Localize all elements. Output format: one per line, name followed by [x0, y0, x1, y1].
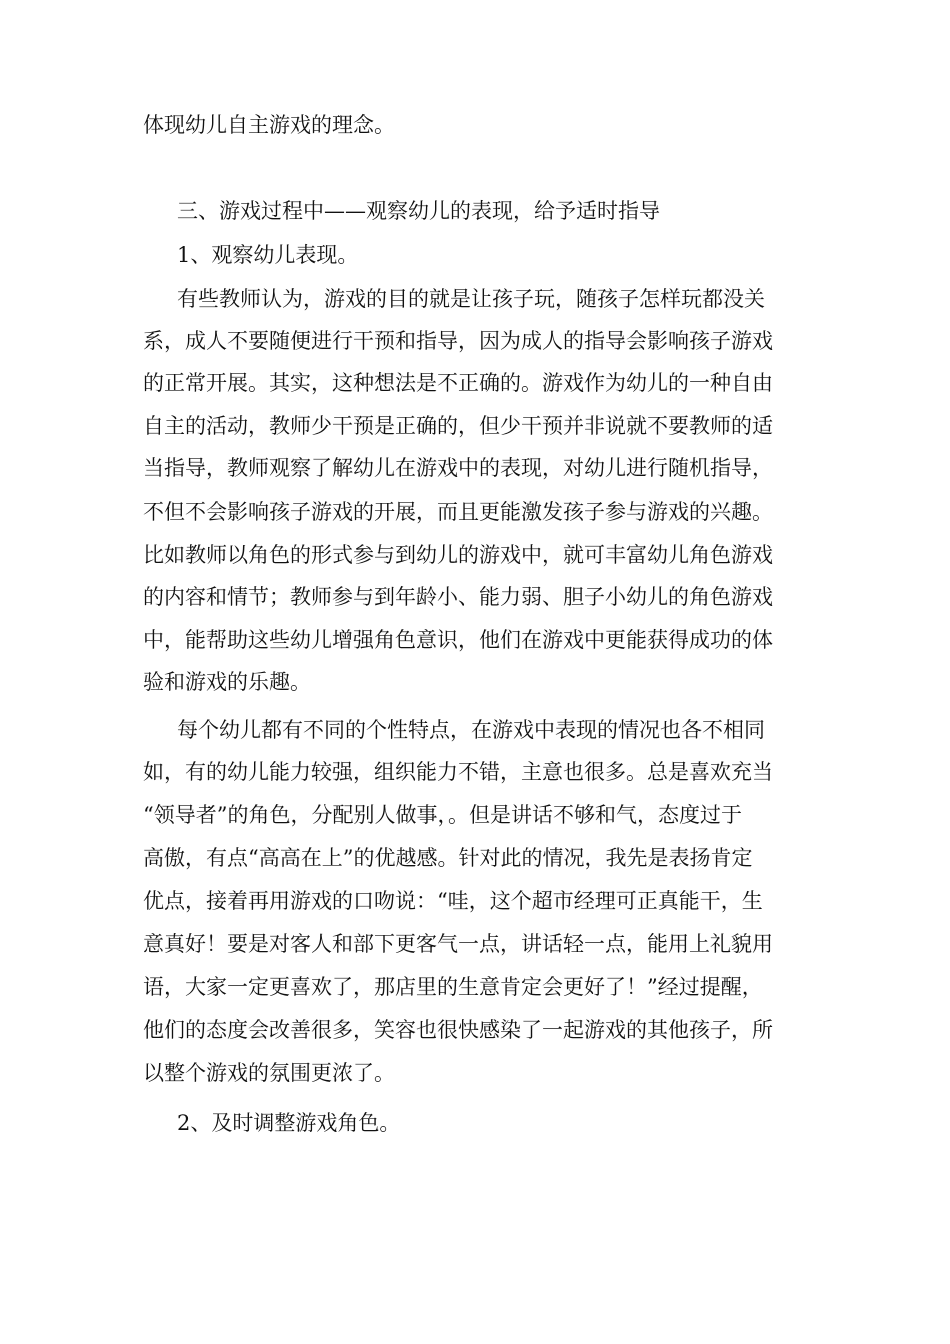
paragraph-line: 系，成人不要随便进行干预和指导，因为成人的指导会影响孩子游戏: [143, 329, 773, 353]
paragraph-line: 如，有的幼儿能力较强，组织能力不错，主意也很多。总是喜欢充当: [143, 760, 773, 784]
paragraph-line: 优点，接着再用游戏的口吻说：“哇，这个超市经理可正真能干，生: [143, 889, 763, 913]
paragraph-line: 他们的态度会改善很多，笑容也很快感染了一起游戏的其他孩子，所: [143, 1018, 773, 1042]
paragraph-line: 有些教师认为，游戏的目的就是让孩子玩，随孩子怎样玩都没关: [177, 287, 765, 311]
paragraph-line: 每个幼儿都有不同的个性特点，在游戏中表现的情况也各不相同: [177, 718, 765, 742]
paragraph-line: 当指导，教师观察了解幼儿在游戏中的表现，对幼儿进行随机指导，: [143, 456, 773, 480]
paragraph-line: 高傲，有点“高高在上”的优越感。针对此的情况，我先是表扬肯定: [143, 846, 753, 870]
paragraph-line: 比如教师以角色的形式参与到幼儿的游戏中，就可丰富幼儿角色游戏: [143, 543, 773, 567]
paragraph-line: 意真好！要是对客人和部下更客气一点，讲话轻一点，能用上礼貌用: [143, 932, 773, 956]
paragraph-line: 以整个游戏的氛围更浓了。: [143, 1061, 395, 1085]
paragraph-line: 语，大家一定更喜欢了，那店里的生意肯定会更好了！”经过提醒，: [143, 975, 763, 999]
subsection-heading: 2、及时调整游戏角色。: [177, 1111, 401, 1135]
paragraph-line: “领导者”的角色，分配别人做事，。但是讲话不够和气，态度过于: [143, 803, 742, 827]
paragraph-line: 的内容和情节；教师参与到年龄小、能力弱、胆子小幼儿的角色游戏: [143, 585, 773, 609]
paragraph-line: 的正常开展。其实，这种想法是不正确的。游戏作为幼儿的一种自由: [143, 371, 773, 395]
paragraph-line: 中，能帮助这些幼儿增强角色意识，他们在游戏中更能获得成功的体: [143, 628, 773, 652]
paragraph-line: 体现幼儿自主游戏的理念。: [143, 113, 395, 137]
paragraph-line: 不但不会影响孩子游戏的开展，而且更能激发孩子参与游戏的兴趣。: [143, 500, 773, 524]
section-heading: 三、游戏过程中——观察幼儿的表现，给予适时指导: [177, 199, 660, 223]
paragraph-line: 验和游戏的乐趣。: [143, 670, 311, 694]
subsection-heading: 1、观察幼儿表现。: [177, 243, 359, 267]
paragraph-line: 自主的活动，教师少干预是正确的，但少干预并非说就不要教师的适: [143, 414, 773, 438]
